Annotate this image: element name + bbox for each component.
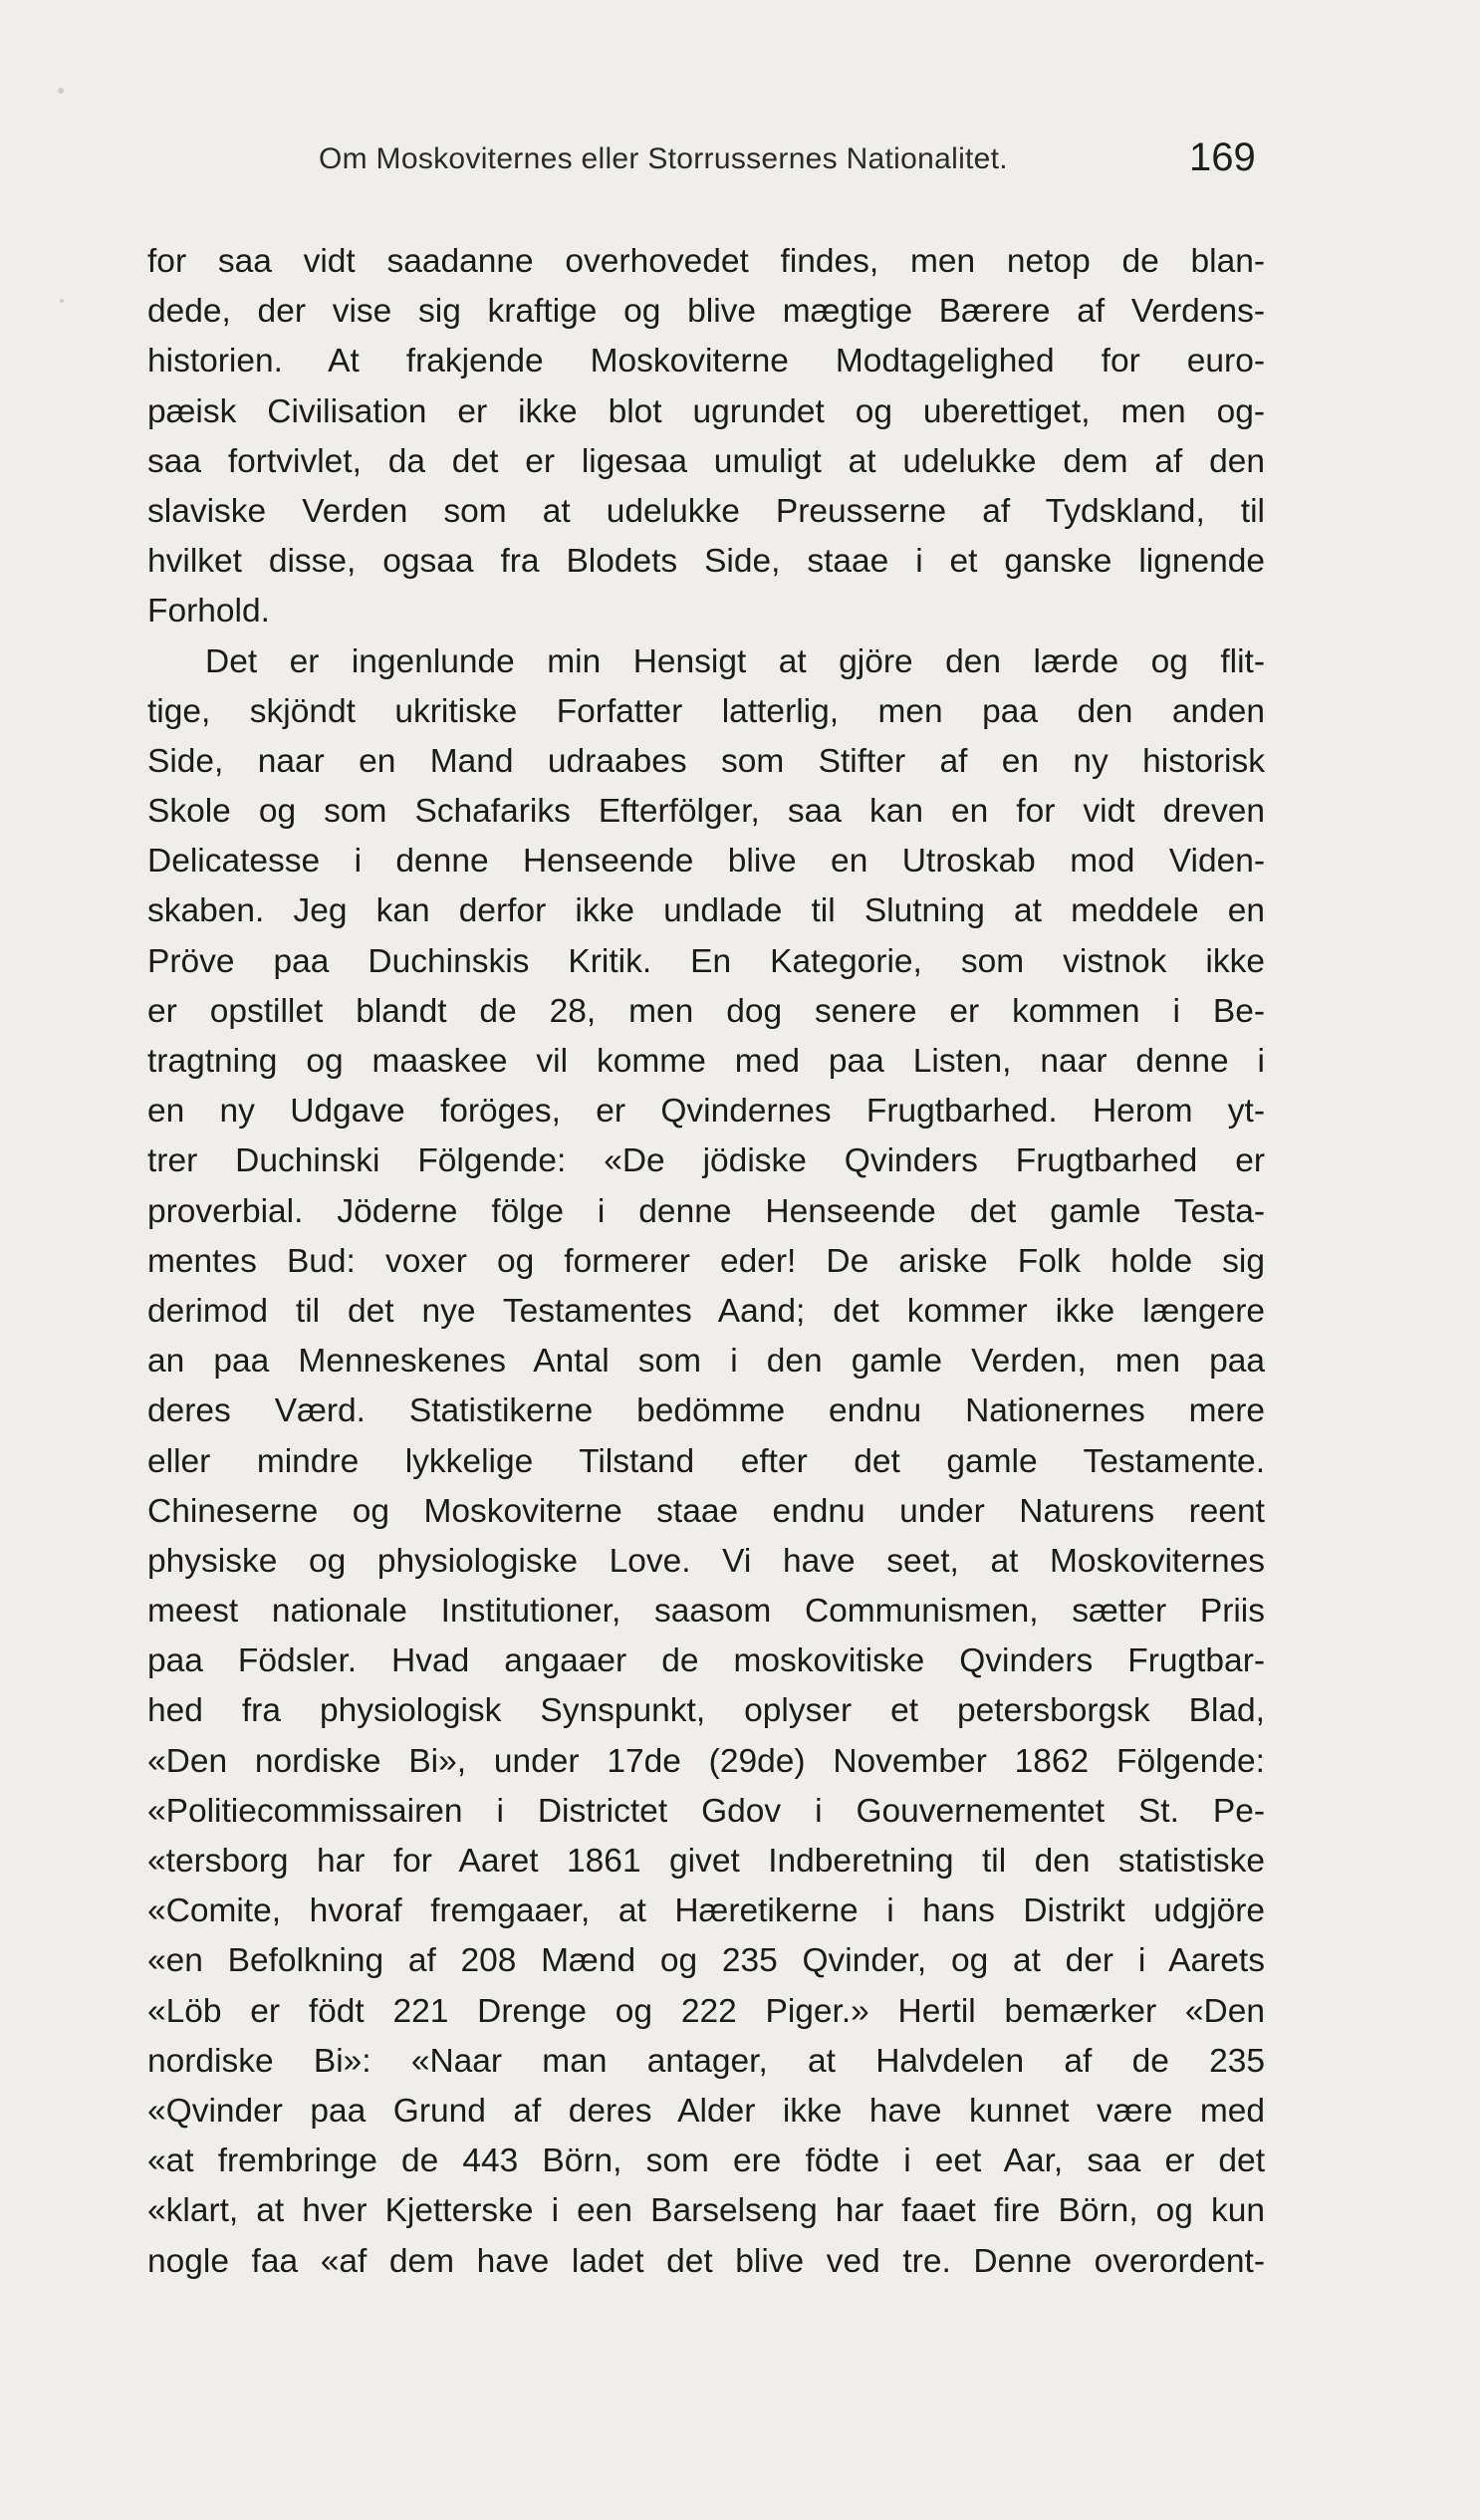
scan-speck — [60, 299, 64, 303]
text-line: er opstillet blandt de 28, men dog senere er kommen i Be- — [147, 992, 1265, 1030]
text-line: Chineserne og Moskoviterne staae endnu under Naturens reent — [147, 1492, 1265, 1530]
text-line: an paa Menneskenes Antal som i den gamle Verden, men paa — [147, 1343, 1265, 1381]
text-line: pæisk Civilisation er ikke blot ugrundet og uberettiget, men og- — [147, 392, 1265, 430]
text-line: meest nationale Institutioner, saasom Communismen, sætter Priis — [147, 1593, 1265, 1631]
text-line: tragtning og maaskee vil komme med paa Listen, naar denne i — [147, 1043, 1265, 1080]
text-line: «at frembringe de 443 Börn, som ere födte i eet Aar, saa er det — [147, 2142, 1265, 2180]
text-line: derimod til det nye Testamentes Aand; det kommer ikke længere — [147, 1292, 1265, 1330]
text-line: Pröve paa Duchinskis Kritik. En Kategorie, som vistnok ikke — [147, 942, 1265, 980]
text-line: tige, skjöndt ukritiske Forfatter latterlig, men paa den anden — [147, 692, 1265, 730]
text-line: Forhold. — [147, 593, 270, 630]
text-line: hed fra physiologisk Synspunkt, oplyser et petersborgsk Blad, — [147, 1692, 1265, 1730]
text-line: historien. At frakjende Moskoviterne Modtagelighed for euro- — [147, 343, 1265, 380]
text-line: «Den nordiske Bi», under 17de (29de) November 1862 Fölgende: — [147, 1742, 1265, 1780]
text-line: for saa vidt saadanne overhovedet findes, men netop de blan- — [147, 243, 1265, 280]
text-line: Skole og som Schafariks Efterfölger, saa kan en for vidt dreven — [147, 793, 1265, 831]
text-line: Delicatesse i denne Henseende blive en Utroskab mod Viden- — [147, 843, 1265, 881]
text-line: mentes Bud: voxer og formerer eder! De ariske Folk holde sig — [147, 1242, 1265, 1280]
text-line: dede, der vise sig kraftige og blive mægtige Bærere af Verdens- — [147, 293, 1265, 331]
text-line: «tersborg har for Aaret 1861 givet Indberetning til den statistiske — [147, 1843, 1265, 1880]
text-line: en ny Udgave foröges, er Qvindernes Frugtbarhed. Herom yt- — [147, 1093, 1265, 1131]
text-line: «en Befolkning af 208 Mænd og 235 Qvinder, og at der i Aarets — [147, 1942, 1265, 1980]
text-line: «Qvinder paa Grund af deres Alder ikke have kunnet være med — [147, 2092, 1265, 2130]
text-line: proverbial. Jöderne fölge i denne Henseende det gamle Testa- — [147, 1192, 1265, 1230]
scan-speck — [58, 88, 64, 94]
text-line: saa fortvivlet, da det er ligesaa umuligt at udelukke dem af den — [147, 442, 1265, 480]
text-line: slaviske Verden som at udelukke Preusserne af Tydskland, til — [147, 492, 1265, 530]
running-title: Om Moskoviternes eller Storrussernes Nationalitet. — [319, 142, 1008, 175]
text-line: «klart, at hver Kjetterske i een Barselseng har faaet fire Börn, og kun — [147, 2192, 1265, 2230]
text-line: eller mindre lykkelige Tilstand efter det gamle Testamente. — [147, 1442, 1265, 1480]
text-line: nogle faa «af dem have ladet det blive ved tre. Denne overordent- — [147, 2242, 1265, 2280]
text-line: nordiske Bi»: «Naar man antager, at Halvdelen af de 235 — [147, 2042, 1265, 2080]
text-line: trer Duchinski Fölgende: «De jödiske Qvinders Frugtbarhed er — [147, 1142, 1265, 1180]
text-line: deres Værd. Statistikerne bedömme endnu Nationernes mere — [147, 1392, 1265, 1430]
text-line: Side, naar en Mand udraabes som Stifter af en ny historisk — [147, 742, 1265, 780]
page-number: 169 — [1189, 135, 1256, 179]
text-line: skaben. Jeg kan derfor ikke undlade til Slutning at meddele en — [147, 892, 1265, 930]
body-text — [147, 237, 1265, 2287]
text-line: «Löb er födt 221 Drenge og 222 Piger.» Hertil bemærker «Den — [147, 1992, 1265, 2030]
text-line: hvilket disse, ogsaa fra Blodets Side, staae i et ganske lignende — [147, 543, 1265, 581]
text-line: paa Födsler. Hvad angaaer de moskovitiske Qvinders Frugtbar- — [147, 1642, 1265, 1680]
text-line: physiske og physiologiske Love. Vi have seet, at Moskoviternes — [147, 1542, 1265, 1580]
text-line: Det er ingenlunde min Hensigt at gjöre den lærde og flit- — [205, 642, 1265, 680]
text-line: «Comite, hvoraf fremgaaer, at Hæretikerne i hans Distrikt udgjöre — [147, 1892, 1265, 1930]
text-line: «Politiecommissairen i Districtet Gdov i Gouvernementet St. Pe- — [147, 1792, 1265, 1830]
